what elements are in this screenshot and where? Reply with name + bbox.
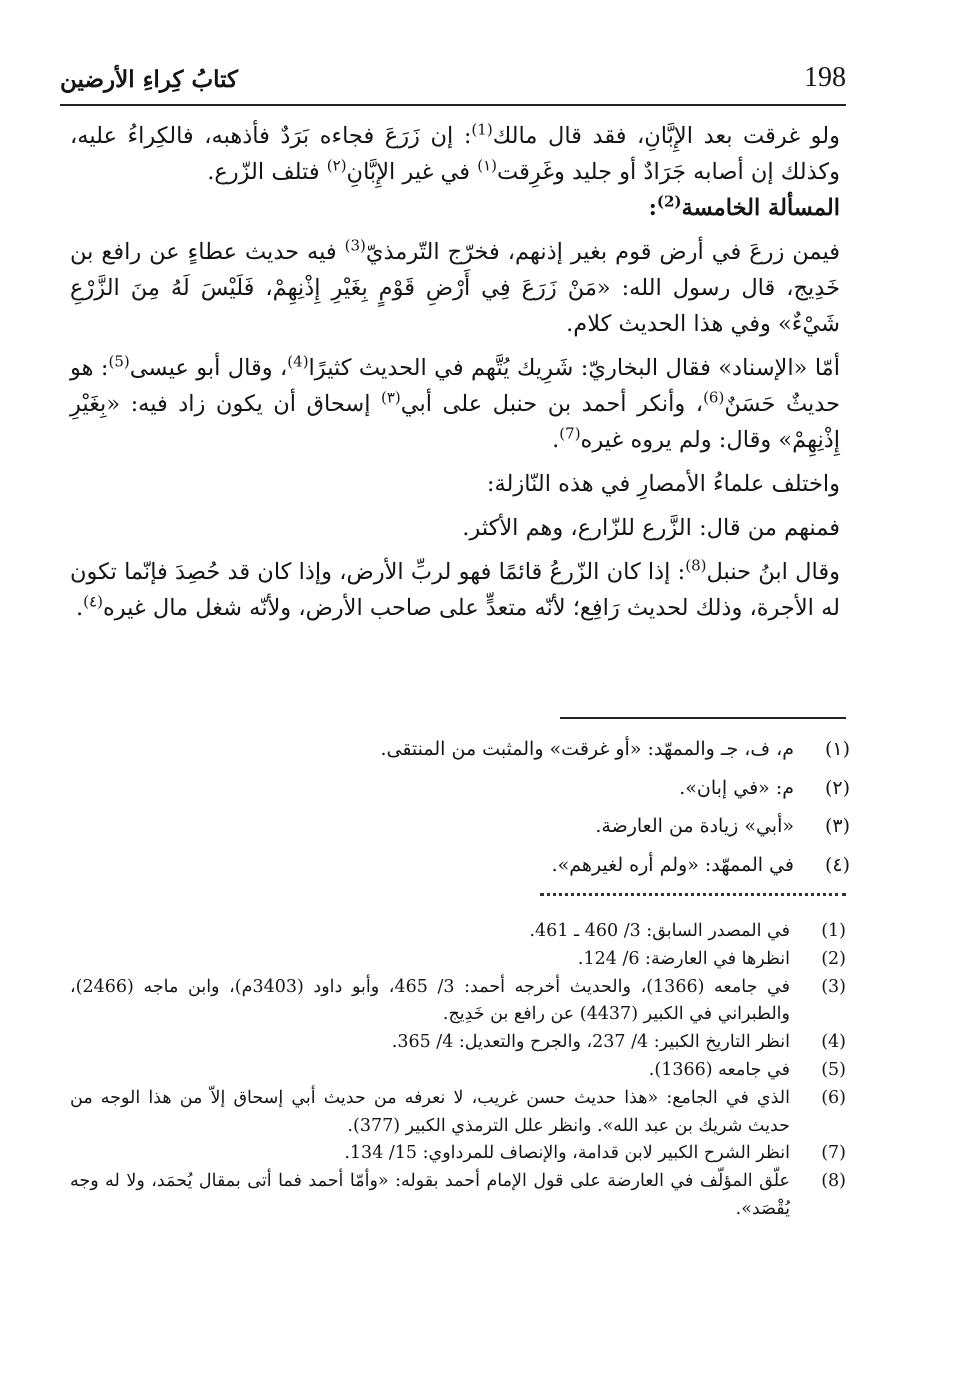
footnote-item: (١) م، ف، جـ والممهّد: «أو غرقت» والمثبت من المنتقى. <box>380 738 850 760</box>
page-number: 198 <box>804 62 846 93</box>
running-title: كتابُ كِراءِ الأرضين <box>60 66 239 93</box>
footnote-item: (5) في جامعه (1366). <box>648 1059 846 1080</box>
paragraph: فيمن زرعَ في أرض قوم بغير إذنهم، فخرّج التّرمذيّ$^{(3)}$ فيه حديث عطاءٍ عن رافع بن خَدِيج، قال رسول الله: «مَنْ زَرَعَ فِي أَرْضِ قَوْمٍ بِغَيْرِ إِذْنِهِمْ، فَلَيْسَ لَهُ مِنَ الزَّرْعِ شَيْءٌ» وفي هذا الحديث كلام. <box>70 236 840 337</box>
source-footnotes <box>70 918 846 1224</box>
footnote-item: (8) علّق المؤلّف في العارضة على قول الإمام أحمد بقوله: «وأمّا أحمد فما أتى بمقال يُحمَد، ولا له وجه يُقْصَد». <box>70 1171 846 1219</box>
footnote-item: (7) انظر الشرح الكبير لابن قدامة، والإنصاف للمرداوي: 15/ 134. <box>344 1143 846 1164</box>
footnote-item: (3) في جامعه (1366)، والحديث أخرجه أحمد: 3/ 465، وأبو داود (3403م)، وابن ماجه (2466)، والطبراني في الكبير (4437) عن رافع بن خَدِيج. <box>70 976 846 1025</box>
paragraph: فمنهم من قال: الزَّرع للزّارع، وهم الأكثر. <box>462 515 840 541</box>
footnote-item: (1) في المصدر السابق: 3/ 460 ـ 461. <box>529 921 846 941</box>
paragraph: أمّا «الإسناد» فقال البخاريّ: شَرِيك يُتَّهم في الحديث كثيرًا$^{(4)}$، وقال أبو عيسى$^{(5)}$: هو حديثٌ حَسَنٌ$^{(6)}$، وأنكر أحمد بن حنبل على أبي$^{(٣)}$ إسحاق أن يكون زاد فيه: «بِغَيْرِ إِذْنِهِمْ» وقال: ولم يروه غيره$^{(7)}$. <box>70 352 841 453</box>
main-text <box>70 118 840 626</box>
footnote-item: (4) انظر التاريخ الكبير: 4/ 237، والجرح والتعديل: 4/ 365. <box>391 1032 846 1053</box>
footnote-separator <box>560 717 846 719</box>
paragraph: ولو غرقت بعد الإِبَّانِ، فقد قال مالك$^{(1)}$: إن زَرَعَ فجاءه بَرَدٌ فأذهبه، فالكِراءُ عليه، وكذلك إن أصابه جَرَادٌ أو جليد وغَرِقت$^{(١)}$ في غير الإِبَّانِ$^{(٢)}$ فتلف الزّرع. <box>70 120 841 185</box>
paragraph: واختلف علماءُ الأمصارِ في هذه النّازلة: <box>486 471 840 497</box>
annotation-footnotes <box>300 730 850 884</box>
footnote-item: (٢) م: «في إبان». <box>679 776 850 799</box>
page-header <box>60 62 846 102</box>
section-heading: المسألة الخامسة$^{(2)}$: <box>648 192 840 221</box>
footnote-item: (6) الذي في الجامع: «هذا حديث حسن غريب، لا نعرفه من حديث أبي إسحاق إلاّ من هذا الوجه من حديث شريك بن عبد الله». وانظر علل الترمذي الكبير (377). <box>70 1087 846 1136</box>
footnote-item: (٤) في الممهّد: «ولم أره لغيرهم». <box>551 853 850 876</box>
footnote-item: (2) انظرها في العارضة: 6/ 124. <box>577 948 846 969</box>
paragraph: وقال ابنُ حنبل$^{(8)}$: إذا كان الزّرعُ قائمًا فهو لربِّ الأرض، وإذا كان قد حُصِدَ فإنّما تكون له الأجرة، وذلك لحديث رَافِع؛ لأنّه متعدٍّ على صاحب الأرض، ولأنّه شغل مال غيره$^{(٤)}$. <box>70 556 840 621</box>
footnote-item: (٣) «أبي» زيادة من العارضة. <box>595 815 850 837</box>
header-rule <box>60 104 846 106</box>
dotted-separator <box>540 893 846 896</box>
